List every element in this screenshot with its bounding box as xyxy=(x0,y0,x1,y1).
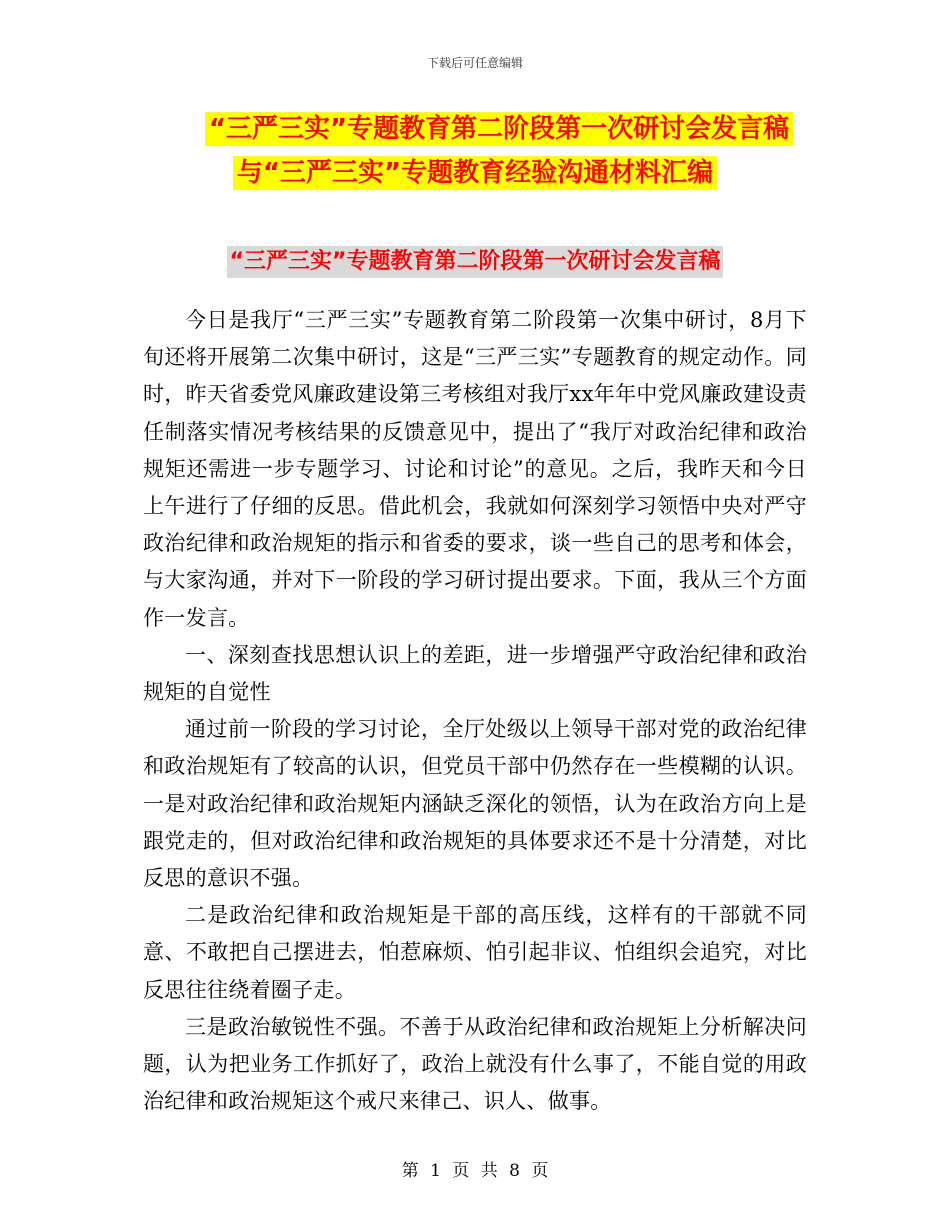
header-note: 下载后可任意编辑 xyxy=(426,56,523,70)
document-title xyxy=(0,112,950,190)
paragraph: 二是政治纪律和政治规矩是干部的高压线，这样有的干部就不同意、不敢把自己摆进去，怕惹麻烦、怕引起非议、怕组织会追究，对比反思往往绕着圈子走。 xyxy=(143,903,807,1002)
title-line-1: “三严三实”专题教育第二阶段第一次研讨会发言稿 xyxy=(205,112,793,146)
paragraph: 一、深刻查找思想认识上的差距，进一步增强严守政治纪律和政治规矩的自觉性 xyxy=(143,642,807,705)
body-text xyxy=(143,302,807,1120)
paragraph: 今日是我厅“三严三实”专题教育第二阶段第一次集中研讨，8月下旬还将开展第二次集中研讨，这是“三严三实”专题教育的规定动作。同时，昨天省委党风廉政建设第三考核组对我厅xx年年中党风廉政建设责任制落实情况考核结果的反馈意见中，提出了“我厅对政治纪律和政治规矩还需进一步专题学习、讨论和讨论”的意见。之后，我昨天和今日上午进行了仔细的反思。借此机会，我就如何深刻学习领悟中央对严守政治纪律和政治规矩的指示和省委的要求，谈一些自己的思考和体会，与大家沟通，并对下一阶段的学习研讨提出要求。下面，我从三个方面作一发言。 xyxy=(143,308,807,630)
paragraph: 三是政治敏锐性不强。不善于从政治纪律和政治规矩上分析解决问题，认为把业务工作抓好了，政治上就没有什么事了，不能自觉的用政治纪律和政治规矩这个戒尺来律己、识人、做事。 xyxy=(143,1014,807,1114)
section-heading xyxy=(0,246,950,278)
paragraph: 通过前一阶段的学习讨论，全厅处级以上领导干部对党的政治纪律和政治规矩有了较高的认识，但党员干部中仍然存在一些模糊的认识。一是对政治纪律和政治规矩内涵缺乏深化的领悟，认为在政治方向上是跟党走的，但对政治纪律和政治规矩的具体要求还不是十分清楚，对比反思的意识不强。 xyxy=(143,717,807,891)
page-footer: 第 1 页 共 8 页 xyxy=(401,1161,549,1181)
section-heading-text: “三严三实”专题教育第二阶段第一次研讨会发言稿 xyxy=(227,246,724,278)
title-line-2: 与“三严三实”专题教育经验沟通材料汇编 xyxy=(233,156,717,190)
